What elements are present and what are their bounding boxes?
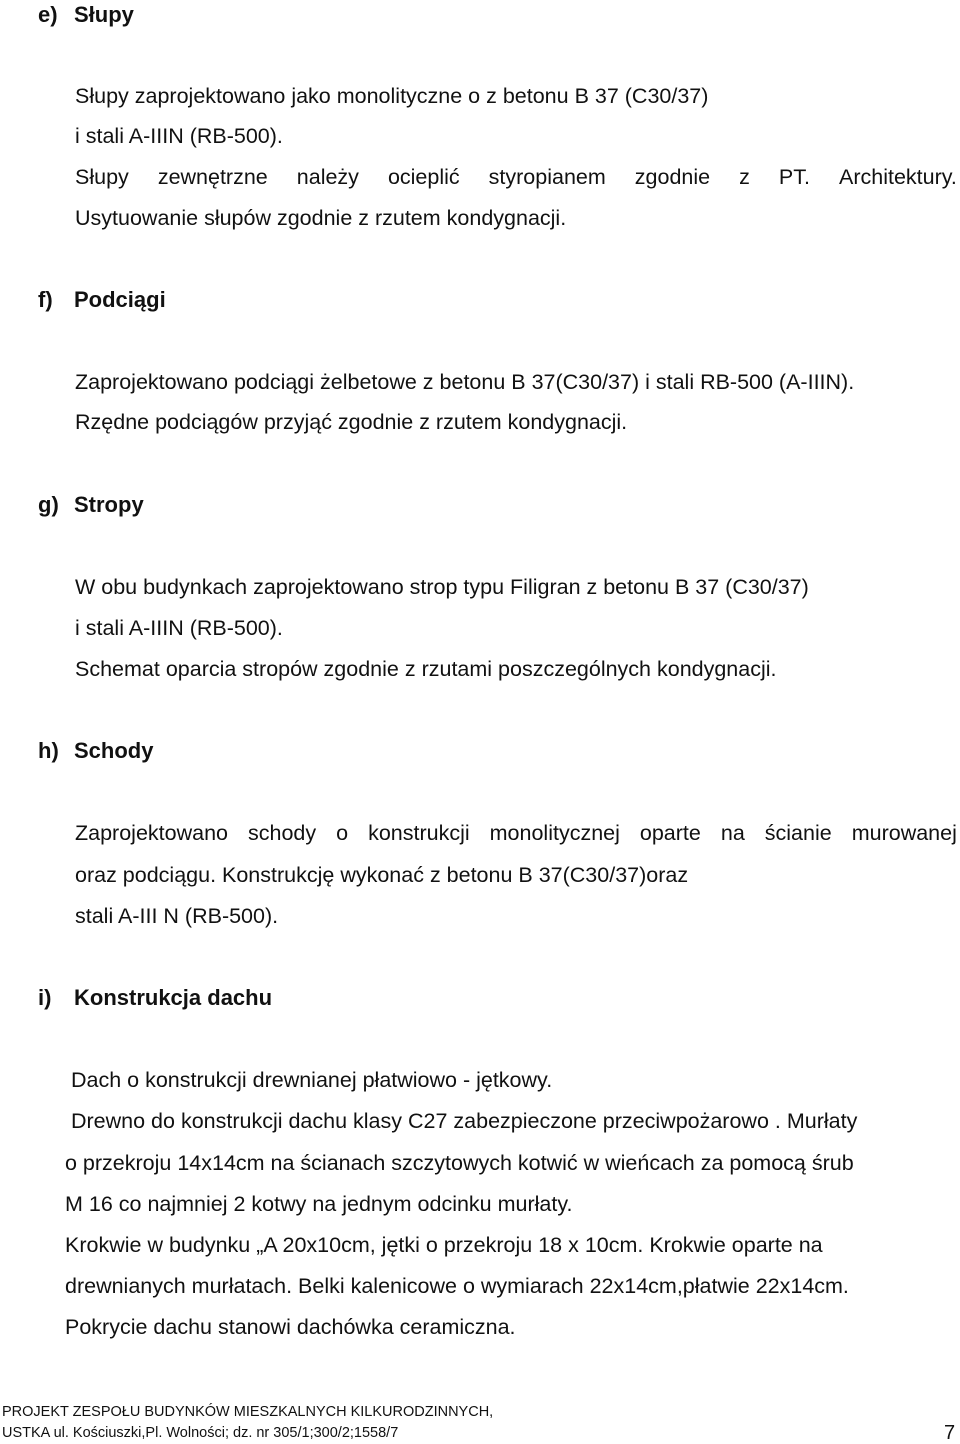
word: zgodnie — [634, 165, 711, 189]
paragraph-line: Drewno do konstrukcji dachu klasy C27 zabezpieczone przeciwpożarowo . Murłaty — [71, 1109, 858, 1133]
paragraph-line: o przekroju 14x14cm na ścianach szczytowych kotwić w wieńcach za pomocą śrub — [65, 1151, 854, 1175]
paragraph-line: Rzędne podciągów przyjąć zgodnie z rzutem kondygnacji. — [75, 410, 628, 434]
word: murowanej — [851, 821, 957, 845]
word: o — [336, 821, 349, 845]
word: oparte — [639, 821, 701, 845]
paragraph-line: W obu budynkach zaprojektowano strop typu Filigran z betonu B 37 (C30/37) — [75, 575, 809, 599]
section-heading-i — [38, 985, 272, 1011]
word: na — [720, 821, 745, 845]
word: schody — [247, 821, 317, 845]
paragraph-line: Dach o konstrukcji drewnianej płatwiowo - jętkowy. — [71, 1068, 553, 1092]
paragraph-line: Schemat oparcia stropów zgodnie z rzutami poszczególnych kondygnacji. — [75, 657, 777, 681]
section-heading-e — [38, 2, 134, 28]
word: z — [739, 165, 750, 189]
section-marker: e) — [38, 2, 58, 27]
section-heading-g — [38, 492, 144, 518]
paragraph-line-justified — [75, 820, 957, 846]
section-heading-f — [38, 287, 166, 313]
section-marker: i) — [38, 985, 52, 1010]
word: ocieplić — [387, 165, 460, 189]
word: konstrukcji — [368, 821, 470, 845]
section-title: Stropy — [74, 492, 144, 517]
word: Słupy — [75, 165, 129, 189]
paragraph-line-justified — [75, 164, 957, 190]
section-title: Konstrukcja dachu — [74, 985, 273, 1010]
paragraph-line: oraz podciągu. Konstrukcję wykonać z betonu B 37(C30/37)oraz — [75, 863, 689, 887]
word: styropianem — [488, 165, 606, 189]
word: ścianie — [764, 821, 832, 845]
section-title: Słupy — [74, 2, 134, 27]
paragraph-line: Krokwie w budynku „A 20x10cm, jętki o przekroju 18 x 10cm. Krokwie oparte na — [65, 1233, 823, 1257]
section-marker: h) — [38, 738, 59, 763]
word: Architektury. — [839, 165, 957, 189]
paragraph-line: M 16 co najmniej 2 kotwy na jednym odcinku murłaty. — [65, 1192, 573, 1216]
paragraph-line: Słupy zaprojektowano jako monolityczne o z betonu B 37 (C30/37) — [75, 84, 709, 108]
word: PT. — [778, 165, 810, 189]
page-number: 7 — [944, 1422, 956, 1444]
footer-project-title: PROJEKT ZESPOŁU BUDYNKÓW MIESZKALNYCH KILKURODZINNYCH, — [2, 1404, 494, 1420]
paragraph-line: stali A-III N (RB-500). — [75, 904, 279, 928]
section-title: Podciągi — [74, 287, 166, 312]
section-title: Schody — [74, 738, 154, 763]
paragraph-line: drewnianych murłatach. Belki kalenicowe o wymiarach 22x14cm,płatwie 22x14cm. — [65, 1274, 849, 1298]
word: Zaprojektowano — [75, 821, 228, 845]
section-marker: g) — [38, 492, 59, 517]
paragraph-line: i stali A-IIIN (RB-500). — [75, 124, 283, 148]
paragraph-line: Zaprojektowano podciągi żelbetowe z betonu B 37(C30/37) i stali RB-500 (A-IIIN). — [75, 370, 855, 394]
paragraph-line: Pokrycie dachu stanowi dachówka ceramiczna. — [65, 1315, 516, 1339]
word: należy — [296, 165, 359, 189]
section-heading-h — [38, 738, 153, 764]
section-marker: f) — [38, 287, 53, 312]
word: monolitycznej — [489, 821, 620, 845]
paragraph-line: Usytuowanie słupów zgodnie z rzutem kondygnacji. — [75, 206, 567, 230]
word: zewnętrzne — [157, 165, 268, 189]
paragraph-line: i stali A-IIIN (RB-500). — [75, 616, 283, 640]
footer-address: USTKA ul. Kościuszki,Pl. Wolności; dz. nr 305/1;300/2;1558/7 — [2, 1425, 399, 1441]
